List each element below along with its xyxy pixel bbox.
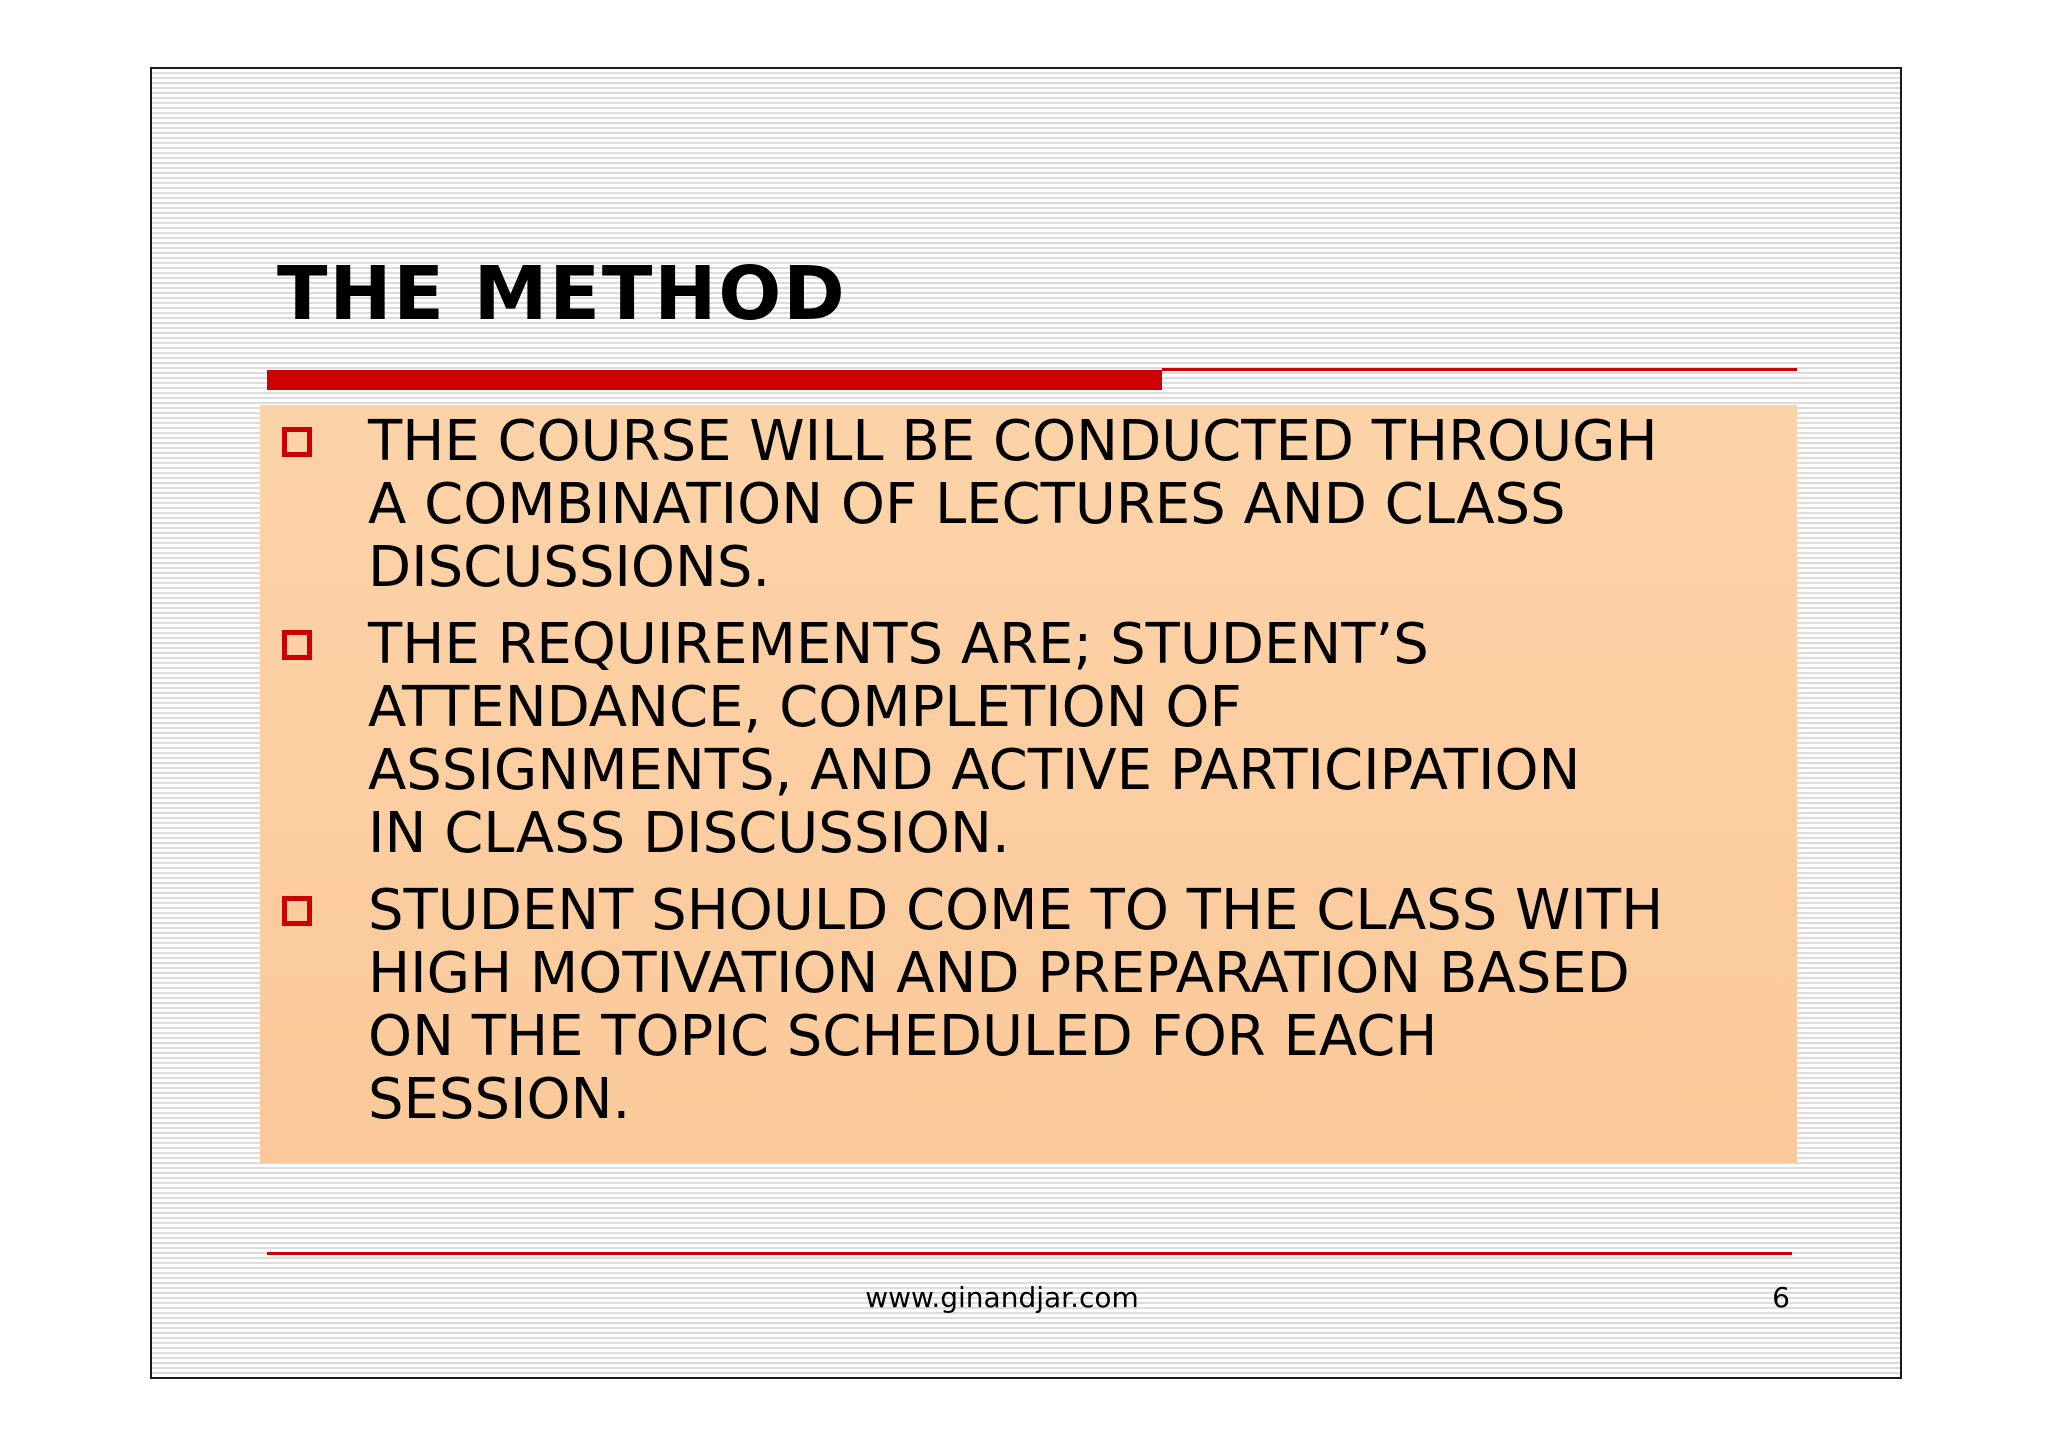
content-box — [260, 405, 1797, 1163]
bullet-line: ON THE TOPIC SCHEDULED FOR EACH — [368, 1004, 1438, 1069]
bullet-line: STUDENT SHOULD COME TO THE CLASS WITH — [368, 878, 1664, 943]
slide-title: THE METHOD — [277, 251, 847, 337]
bullet-line: HIGH MOTIVATION AND PREPARATION BASED — [368, 941, 1630, 1006]
bullet-line: A COMBINATION OF LECTURES AND CLASS — [368, 472, 1566, 537]
bullet-line: DISCUSSIONS. — [368, 535, 771, 600]
bullet-line: THE COURSE WILL BE CONDUCTED THROUGH — [368, 409, 1658, 474]
page-number: 6 — [1772, 1281, 1790, 1314]
bullet-line: THE REQUIREMENTS ARE; STUDENT’S — [368, 612, 1429, 677]
footer-divider — [267, 1252, 1792, 1255]
title-underline-thick — [267, 370, 1162, 390]
bullet-item — [260, 879, 1797, 1131]
bullet-item — [260, 410, 1797, 599]
bullet-line: ASSIGNMENTS, AND ACTIVE PARTICIPATION — [368, 738, 1581, 803]
hollow-square-bullet-icon — [282, 630, 312, 660]
bullet-line: SESSION. — [368, 1067, 631, 1132]
hollow-square-bullet-icon — [282, 427, 312, 457]
title-underline-thin — [1162, 368, 1797, 371]
slide — [150, 67, 1902, 1379]
bullet-item — [260, 613, 1797, 865]
bullet-list — [260, 410, 1797, 1145]
bullet-line: ATTENDANCE, COMPLETION OF — [368, 675, 1242, 740]
footer-url: www.ginandjar.com — [865, 1281, 1139, 1314]
bullet-line: IN CLASS DISCUSSION. — [368, 801, 1010, 866]
hollow-square-bullet-icon — [282, 896, 312, 926]
